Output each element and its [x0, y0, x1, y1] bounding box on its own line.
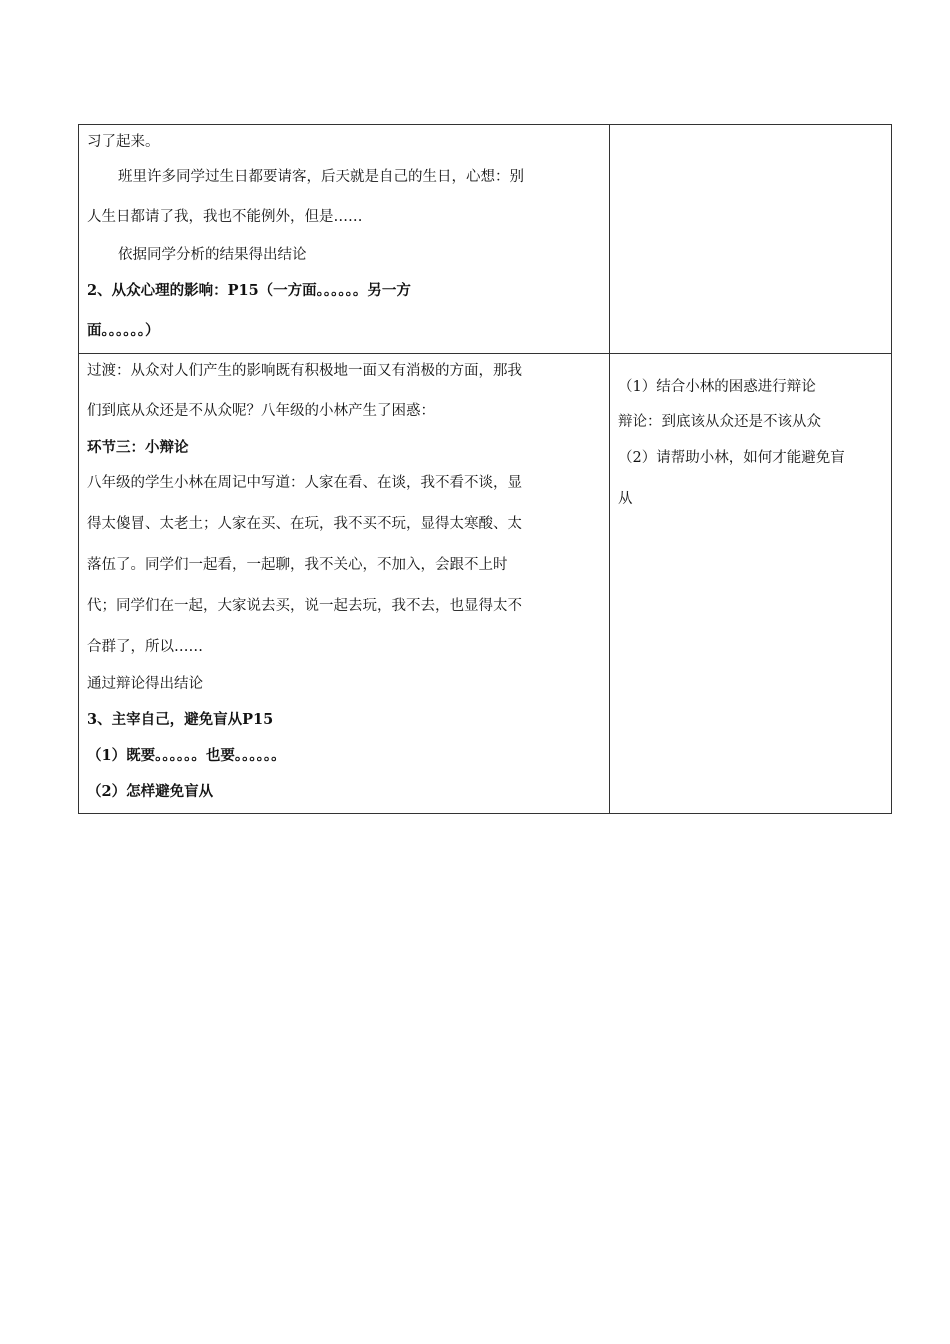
activity-line: 从 [618, 491, 633, 507]
table-row [79, 125, 892, 354]
activity-line: （1）结合小林的困惑进行辩论 [618, 379, 816, 395]
paragraph-line: 八年级的学生小林在周记中写道：人家在看、在谈，我不看不谈，显 [87, 475, 522, 491]
teaching-content-cell [79, 125, 610, 354]
paragraph-line: 代；同学们在一起，大家说去买，说一起去玩，我不去，也显得太不 [87, 598, 522, 614]
section-heading: 环节三：小辩论 [87, 439, 189, 456]
teaching-content-cell [79, 354, 610, 814]
section-heading: 2、从众心理的影响：P15（一方面。。。。。。另一方 [87, 282, 411, 299]
activity-line: （2）请帮助小林，如何才能避免盲 [618, 450, 845, 466]
section-heading-continued: 面。。。。。。） [87, 322, 160, 339]
student-activity-cell [610, 125, 892, 354]
lesson-plan-table [78, 124, 892, 814]
paragraph-line: 合群了，所以…… [87, 639, 203, 655]
section-heading: 3、主宰自己，避免盲从P15 [87, 711, 274, 728]
paragraph-line: 人生日都请了我，我也不能例外，但是…… [87, 209, 363, 225]
paragraph-line: 们到底从众还是不从众呢？八年级的小林产生了困惑： [87, 403, 435, 419]
paragraph-line: 依据同学分析的结果得出结论 [118, 247, 307, 263]
sub-point: （2）怎样避免盲从 [87, 783, 214, 800]
sub-point: （1）既要。。。。。。也要。。。。。。 [87, 747, 286, 764]
paragraph-line: 落伍了。同学们一起看，一起聊，我不关心，不加入，会跟不上时 [87, 557, 508, 573]
paragraph-line: 过渡：从众对人们产生的影响既有积极地一面又有消极的方面，那我 [87, 363, 522, 379]
paragraph-line: 得太傻冒、太老土；人家在买、在玩，我不买不玩，显得太寒酸、太 [87, 516, 522, 532]
paragraph-line: 班里许多同学过生日都要请客，后天就是自己的生日，心想：别 [118, 169, 524, 185]
activity-line: 辩论：到底该从众还是不该从众 [618, 414, 821, 430]
table-row [79, 354, 892, 814]
paragraph-line: 习了起来。 [87, 134, 160, 150]
student-activity-cell [610, 354, 892, 814]
paragraph-line: 通过辩论得出结论 [87, 676, 203, 692]
